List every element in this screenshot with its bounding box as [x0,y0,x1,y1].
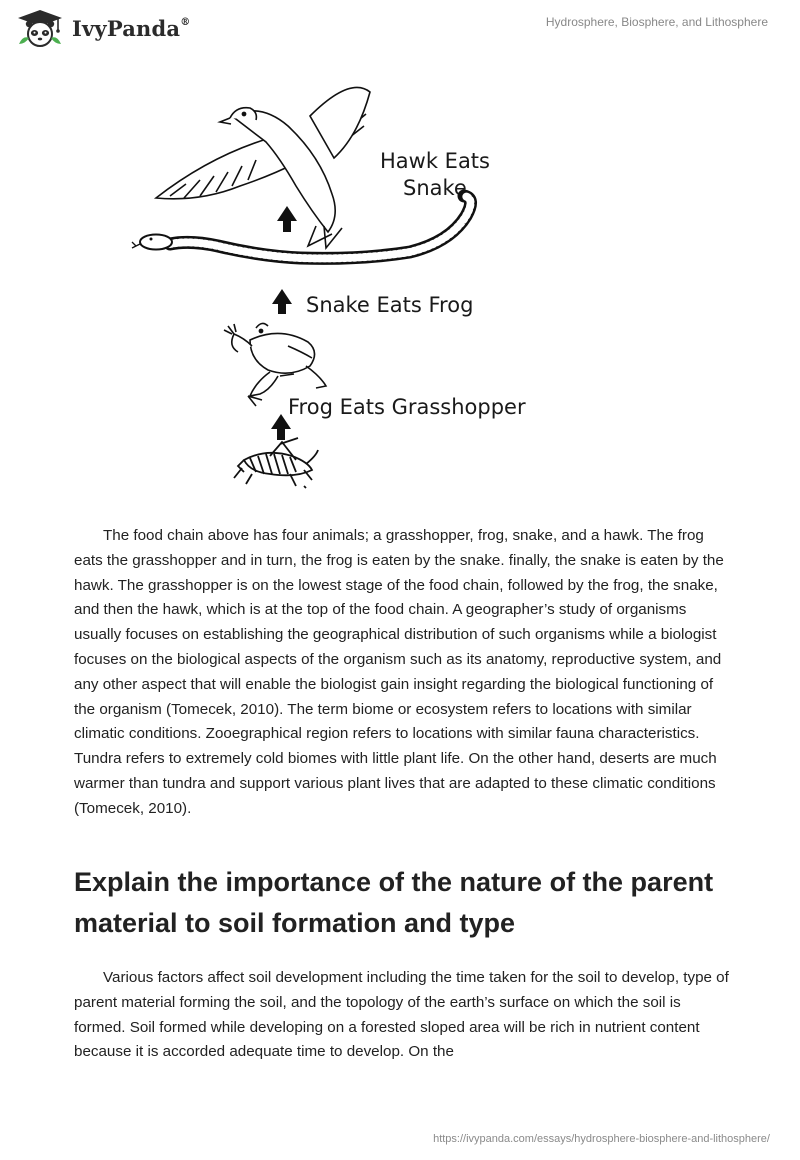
snake-label: Snake Eats Frog [306,293,474,317]
paragraph-1-text: The food chain above has four animals; a grasshopper, frog, snake, and a hawk. The frog eats the grasshopper and in turn, the frog is eaten by the snake. finally, the snake is eaten by the hawk. The grasshopper is on the lowest stage of the food chain, followed by the frog, the snake, and then the hawk, which is at the top of the food chain. A geographer’s study of organisms usually focuses on establishing the geographical distribution of such organisms while a biologist focuses on the biological aspects of the organism such as its anatomy, reproductive system, and any other aspect that will enable the biologist gain insight regarding the biological functioning of the organism (Tomecek, 2010). The term biome or ecosystem refers to locations with similar climatic conditions. Zooegraphical region refers to locations with similar fauna characteristics. Tundra refers to extremely cold biomes with little plant life. On the other hand, deserts are much warmer than tundra and support various plant lives that are adapted to these climatic conditions (Tomecek, 2010). [74,527,724,817]
section-heading: Explain the importance of the nature of the parent material to soil formation and type [74,867,714,938]
frog-label: Frog Eats Grasshopper [288,395,526,419]
frog-icon [224,323,326,406]
paragraph-2-text: Various factors affect soil development including the time taken for the soil to develop, type of parent material forming the soil, and the topology of the earth’s surface on which the soil is formed. Soil formed while developing on a forested sloped area will be rich in nutrient content because it is accorded adequate time to develop. On the [74,969,729,1061]
brand-name: IvyPanda® [72,15,191,41]
source-url-link[interactable]: https://ivypanda.com/essays/hydrosphere-biosphere-and-lithosphere/ [433,1133,770,1145]
hawk-icon [156,87,370,248]
panda-graduate-icon [14,8,66,48]
food-chain-figure [120,76,540,506]
body-paragraph-1 [74,524,734,822]
arrow-up-icon [272,289,292,314]
hawk-label-line1: Hawk Eats [380,149,490,173]
hawk-label-line2: Snake [403,176,467,200]
grasshopper-icon [234,438,318,488]
brand-logo[interactable] [14,8,190,48]
body-paragraph-2 [74,966,734,1065]
arrow-up-icon [277,206,297,232]
document-title: Hydrosphere, Biosphere, and Lithosphere [545,15,768,29]
page-header [0,0,800,60]
snake-icon [132,196,471,258]
